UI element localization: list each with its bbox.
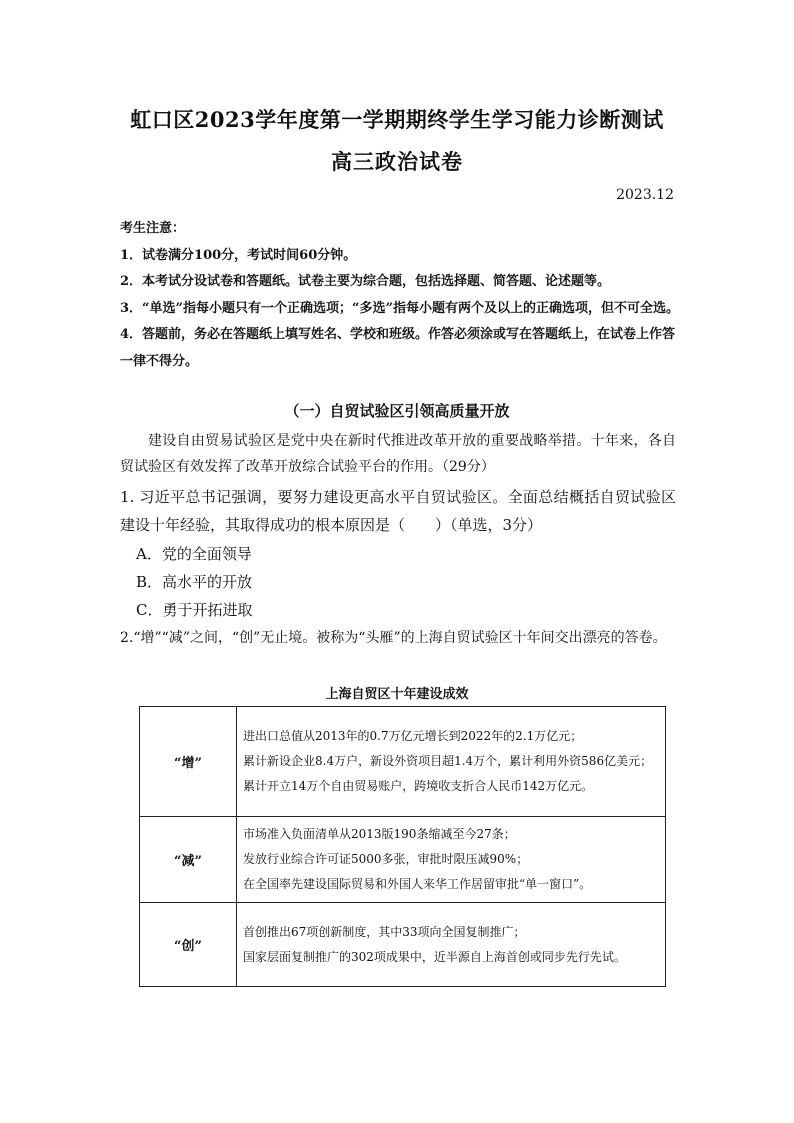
row-key: “增” (140, 707, 237, 817)
row-content (237, 817, 666, 903)
content-line: 首创推出67项创新制度，其中33项向全国复制推广； (243, 924, 526, 939)
content-line: 国家层面复制推广的302项成果中，近半源自上海首创或同步先行先试。 (243, 949, 626, 964)
notice-heading: 考生注意： (120, 221, 186, 236)
row-key: “减” (140, 817, 237, 903)
table-row (140, 707, 666, 817)
content-line: 累计开立14万个自由贸易账户，跨境收支折合人民币142万亿元。 (243, 779, 594, 793)
notice-item: 2．本考试分设试卷和答题纸。试卷主要为综合题，包括选择题、简答题、论述题等。 (120, 274, 611, 289)
notice-item: 4．答题前，务必在答题纸上填写姓名、学校和班级。作答必须涂或写在答题纸上，在试卷上作答一律不得分。 (120, 327, 676, 369)
section-intro: 建设自由贸易试验区是党中央在新时代推进改革开放的重要战略举措。十年来，各自贸试验区有效发挥了改革开放综合试验平台的作用。（29分） (120, 433, 676, 475)
question-1-stem: 1. 习近平总书记强调，要努力建设更高水平自贸试验区。全面总结概括自贸试验区建设十年经验，其取得成功的根本原因是（ ）（单选，3分） (120, 488, 676, 534)
option-c: C．勇于开拓进取 (136, 601, 253, 619)
table-row (140, 903, 666, 987)
content-line: 在全国率先建设国际贸易和外国人来华工作居留审批“单一窗口”。 (243, 877, 592, 891)
content-line: 累计新设企业8.4万户，新设外资项目超1.4万个，累计利用外资586亿美元； (243, 754, 653, 768)
notice-block (120, 216, 680, 375)
content-line: 发放行业综合许可证5000多张，审批时限压减90%； (243, 852, 529, 866)
row-content (237, 707, 666, 817)
row-content (237, 903, 666, 987)
notice-item: 3．“单选”指每小题只有一个正确选项；“多选”指每小题有两个及以上的正确选项，但不可全选。 (120, 300, 679, 316)
question-2-stem: 2.“增”“减”之间，“创”无止境。被称为“头雁”的上海自贸试验区十年间交出漂亮的答卷。 (120, 630, 667, 646)
notice-item: 1．试卷满分100分，考试时间60分钟。 (120, 247, 357, 263)
option-b: B．高水平的开放 (136, 573, 253, 591)
content-line: 市场准入负面清单从2013版190条缩减至今27条； (243, 827, 516, 841)
content-line: 进出口总值从2013年的0.7万亿元增长到2022年的2.1万亿元； (243, 729, 583, 743)
table-row (140, 817, 666, 903)
table-caption: 上海自贸区十年建设成效 (325, 687, 469, 702)
section-title: （一）自贸试验区引领高质量开放 (284, 402, 510, 420)
results-table (139, 706, 666, 987)
option-a: A．党的全面领导 (136, 545, 252, 563)
exam-title: 虹口区2023学年度第一学期期终学生学习能力诊断测试 (130, 107, 664, 132)
exam-date: 2023.12 (616, 187, 674, 203)
exam-subtitle: 高三政治试卷 (331, 149, 463, 174)
row-key: “创” (140, 903, 237, 987)
